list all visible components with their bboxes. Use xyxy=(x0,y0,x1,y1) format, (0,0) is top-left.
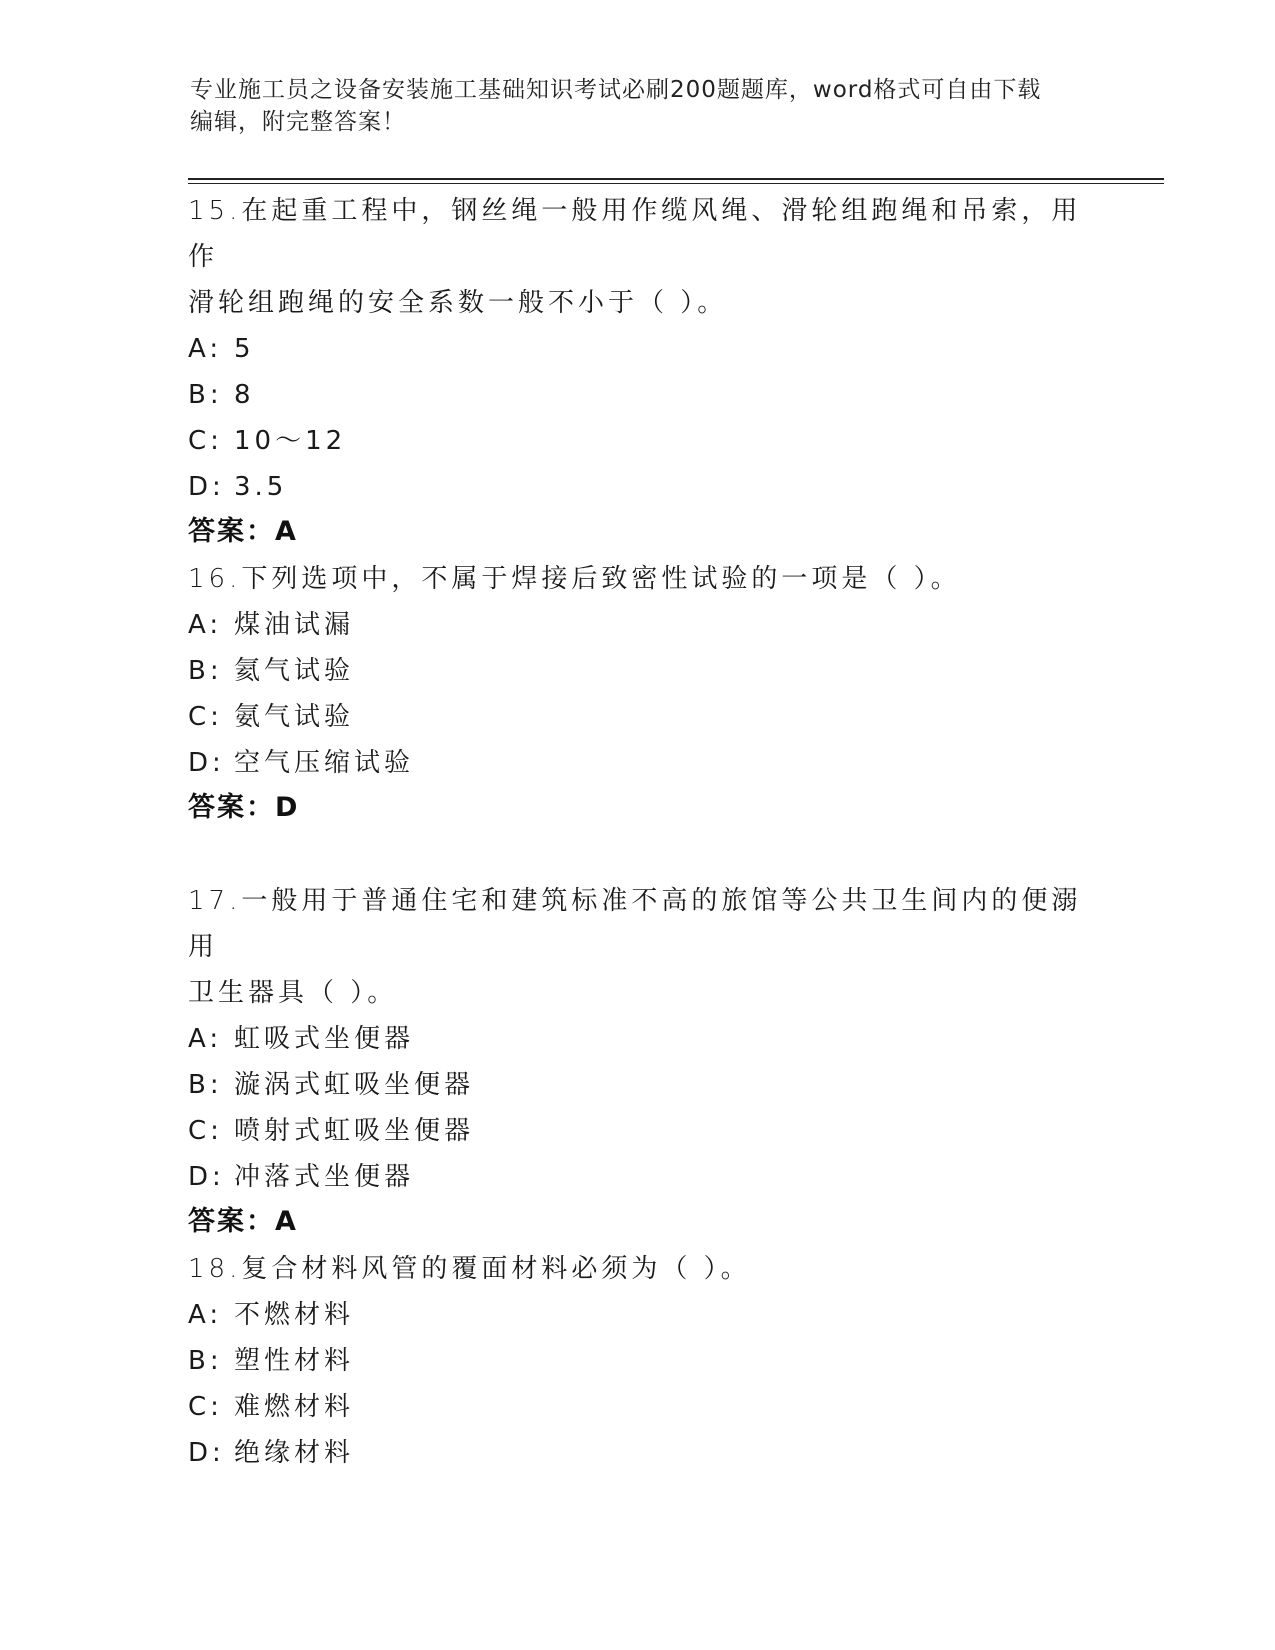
header-title-line-2: 编辑，附完整答案！ xyxy=(190,109,406,135)
option-letter: A: xyxy=(188,334,223,364)
option-text: 空气压缩试验 xyxy=(234,748,415,778)
option-c xyxy=(188,694,1088,740)
option-text: 8 xyxy=(234,380,255,410)
question-17 xyxy=(188,878,1088,1244)
option-text: 虹吸式坐便器 xyxy=(234,1024,415,1054)
option-b xyxy=(188,372,1088,418)
option-letter: B: xyxy=(188,1346,223,1376)
option-text: 5 xyxy=(234,334,255,364)
option-letter: A: xyxy=(188,610,223,640)
option-text: 喷射式虹吸坐便器 xyxy=(234,1116,475,1146)
question-15 xyxy=(188,188,1088,554)
answer-label: 答案：A xyxy=(188,516,298,547)
question-18 xyxy=(188,1246,1088,1476)
option-d xyxy=(188,740,1088,786)
option-letter: C: xyxy=(188,702,223,732)
option-a xyxy=(188,1016,1088,1062)
question-text-line-2: 卫生器具（ ）。 xyxy=(188,978,398,1008)
question-text-line-2: 滑轮组跑绳的安全系数一般不小于（ ）。 xyxy=(188,288,728,318)
header-divider-thin xyxy=(188,183,1164,184)
header-title-line-1: 专业施工员之设备安装施工基础知识考试必刷200题题库，word格式可自由下载 xyxy=(190,77,1042,103)
option-b xyxy=(188,1338,1088,1384)
option-letter: D: xyxy=(188,748,225,778)
option-letter: D: xyxy=(188,1438,225,1468)
option-text: 氨气试验 xyxy=(234,702,355,732)
header-divider-thick xyxy=(188,178,1164,180)
option-d xyxy=(188,464,1088,510)
document-header xyxy=(190,74,1070,138)
option-letter: A: xyxy=(188,1300,223,1330)
option-d xyxy=(188,1430,1088,1476)
option-text: 难燃材料 xyxy=(234,1392,355,1422)
question-text-line-1: 15.在起重工程中，钢丝绳一般用作缆风绳、滑轮组跑绳和吊索，用作 xyxy=(188,196,1082,272)
option-text: 10～12 xyxy=(234,426,347,456)
option-d xyxy=(188,1154,1088,1200)
option-letter: B: xyxy=(188,380,223,410)
option-text: 漩涡式虹吸坐便器 xyxy=(234,1070,475,1100)
option-text: 3.5 xyxy=(234,472,288,502)
option-c xyxy=(188,1108,1088,1154)
answer-label: 答案：A xyxy=(188,1206,298,1237)
option-text: 绝缘材料 xyxy=(234,1438,355,1468)
option-letter: D: xyxy=(188,472,225,502)
option-text: 冲落式坐便器 xyxy=(234,1162,415,1192)
question-text-line-1: 18.复合材料风管的覆面材料必须为（ ）。 xyxy=(188,1254,751,1284)
option-text: 氦气试验 xyxy=(234,656,355,686)
option-letter: C: xyxy=(188,1116,223,1146)
option-letter: A: xyxy=(188,1024,223,1054)
option-a xyxy=(188,602,1088,648)
option-c xyxy=(188,1384,1088,1430)
option-text: 塑性材料 xyxy=(234,1346,355,1376)
question-16 xyxy=(188,556,1088,830)
option-letter: C: xyxy=(188,1392,223,1422)
option-c xyxy=(188,418,1088,464)
option-letter: D: xyxy=(188,1162,225,1192)
option-a xyxy=(188,326,1088,372)
option-b xyxy=(188,648,1088,694)
option-letter: C: xyxy=(188,426,223,456)
option-letter: B: xyxy=(188,1070,223,1100)
option-b xyxy=(188,1062,1088,1108)
option-a xyxy=(188,1292,1088,1338)
option-text: 煤油试漏 xyxy=(234,610,355,640)
option-letter: B: xyxy=(188,656,223,686)
option-text: 不燃材料 xyxy=(234,1300,355,1330)
answer-label: 答案：D xyxy=(188,792,300,823)
question-text-line-1: 16.下列选项中，不属于焊接后致密性试验的一项是（ ）。 xyxy=(188,564,961,594)
question-text-line-1: 17.一般用于普通住宅和建筑标准不高的旅馆等公共卫生间内的便溺用 xyxy=(188,886,1082,962)
